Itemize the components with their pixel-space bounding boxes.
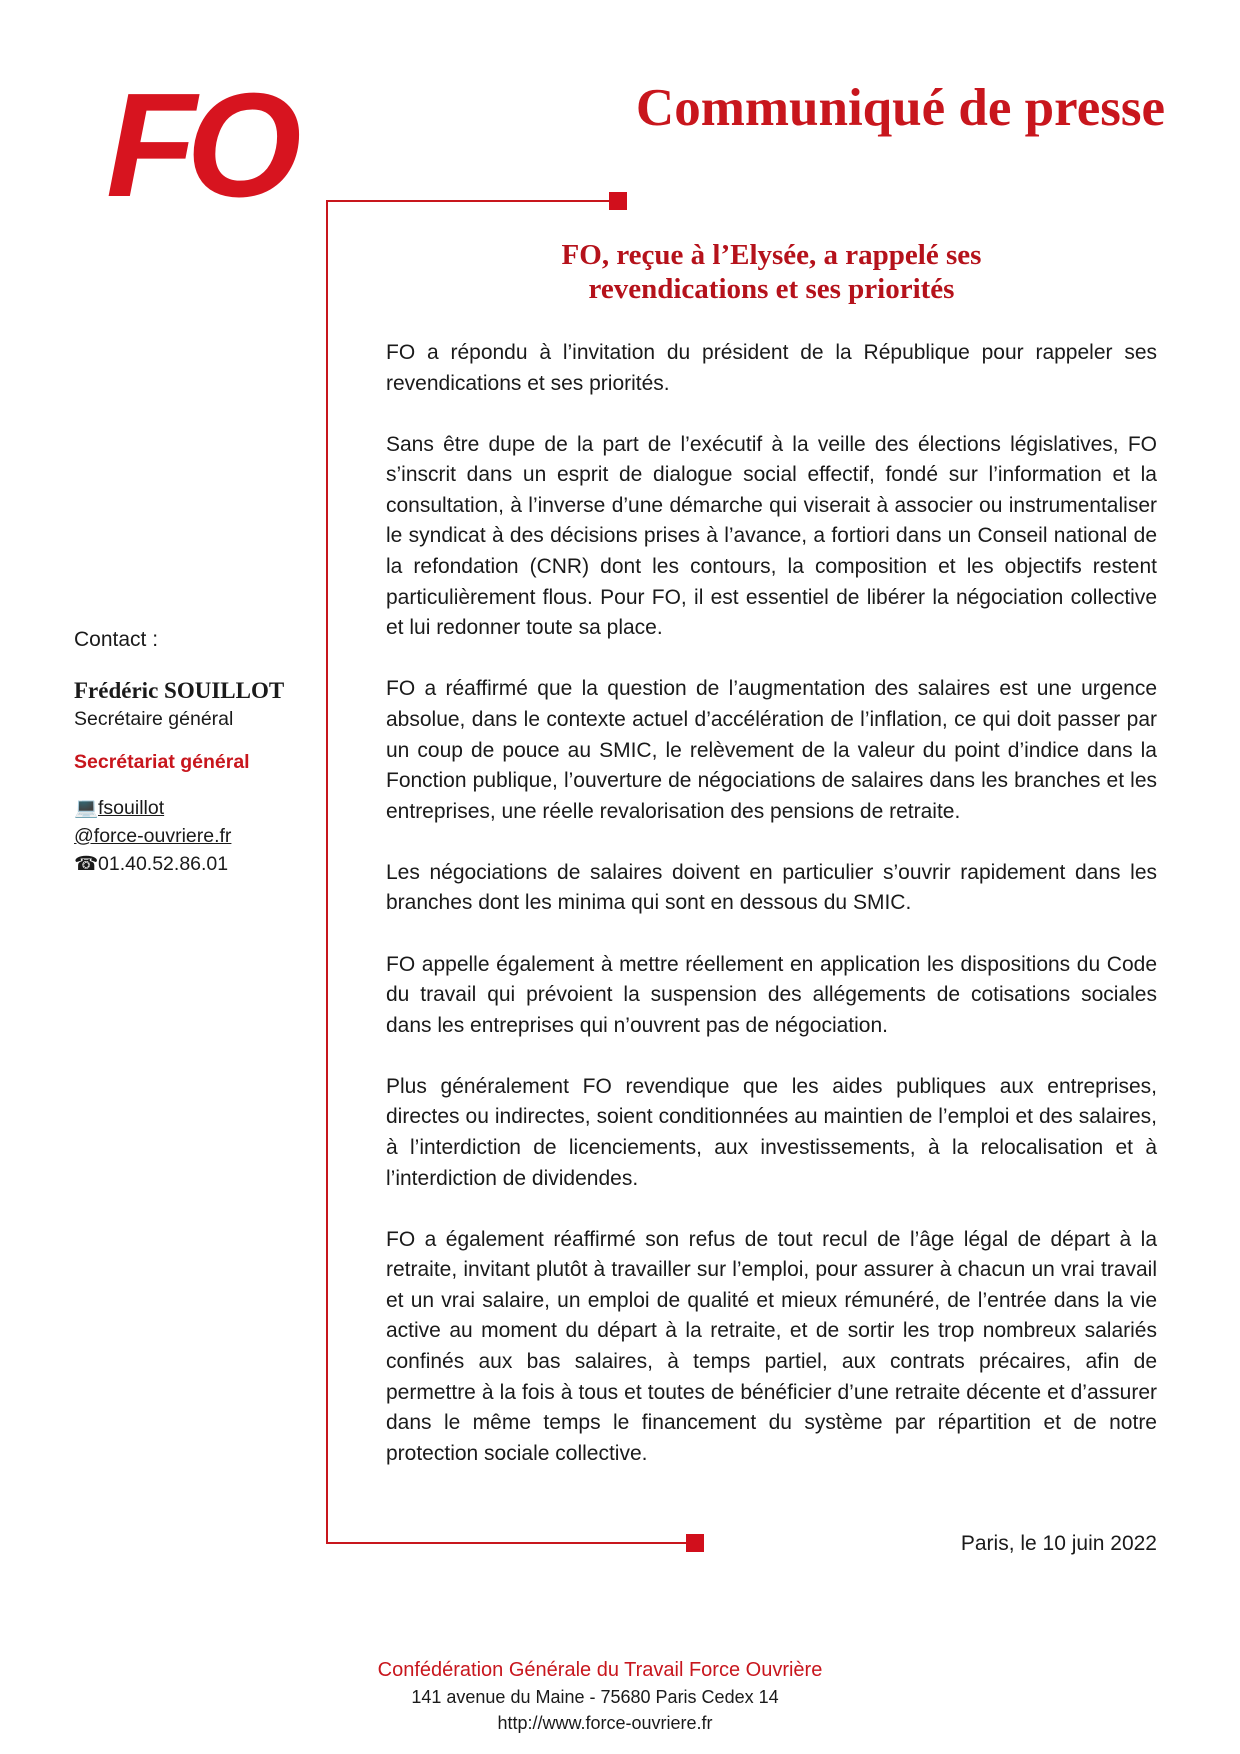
paragraph: Sans être dupe de la part de l’exécutif à la veille des élections législatives, FO s’inscrit dans un esprit de dialogue social effectif, fondé sur l’information et la consultation, à l’inverse d’une démarche qui viserait à associer ou instrumentaliser le syndicat à des décisions prises à l’avance, a fortiori dans un Conseil national de la refondation (CNR) dont les contours, la composition et les objectifs restent particulièrement flous. Pour FO, il est essentiel de libérer la négociation collective et lui redonner toute sa place. <box>386 432 1157 640</box>
footer-address: 141 avenue du Maine - 75680 Paris Cedex 14 <box>411 1687 779 1707</box>
contact-name: Frédéric SOUILLOT <box>74 678 285 703</box>
contact-email-domain-row <box>74 822 324 850</box>
contact-heading: Contact : <box>74 628 159 651</box>
paragraph: FO appelle également à mettre réellement en application les dispositions du Code du travail qui prévoient la suspension des allégements de cotisations sociales dans les entreprises qui n’ouvrent pas de négociation. <box>386 952 1157 1037</box>
press-title-line-1: FO, reçue à l’Elysée, a rappelé ses <box>561 239 982 271</box>
footer <box>0 1656 1240 1736</box>
contact-sidebar <box>74 628 324 878</box>
paragraph: FO a réaffirmé que la question de l’augmentation des salaires est une urgence absolue, dans le contexte actuel d’accélération de l’inflation, ce qui doit passer par un coup de pouce au SMIC, le relèvement de la valeur du point d’indice dans la Fonction publique, l’ouverture de négociations de salaires dans les branches et les entreprises, une réelle revalorisation des pensions de retraite. <box>386 677 1157 823</box>
paragraph: Plus généralement FO revendique que les aides publiques aux entreprises, directes ou indirectes, soient conditionnées au maintien de l’emploi et des salaires, à l’interdiction de licenciements, aux investissements, à la relocalisation et à l’interdiction de dividendes. <box>386 1074 1157 1190</box>
fo-logo-text: FO <box>106 63 292 228</box>
fo-logo <box>100 63 292 228</box>
contact-email-domain-link[interactable]: @force-ouvriere.fr <box>74 825 232 847</box>
contact-email-link[interactable]: fsouillot <box>98 797 165 819</box>
footer-url[interactable]: http://www.force-ouvriere.fr <box>497 1713 713 1733</box>
contact-phone-row <box>74 850 324 878</box>
press-release-body <box>386 238 1157 1500</box>
phone-icon: ☎ <box>74 853 99 875</box>
header-title: Communiqué de presse <box>635 79 1165 137</box>
laptop-icon: 💻 <box>74 797 99 819</box>
contact-department: Secrétariat général <box>74 751 250 773</box>
contact-email-row <box>74 794 324 822</box>
date-line: Paris, le 10 juin 2022 <box>960 1532 1157 1555</box>
frame-left-line <box>326 200 328 1544</box>
contact-details <box>74 794 324 878</box>
paragraph: Les négociations de salaires doivent en particulier s’ouvrir rapidement dans les branches dont les minima qui sont en dessous du SMIC. <box>386 860 1157 915</box>
contact-role: Secrétaire général <box>74 708 234 730</box>
frame-top-line <box>326 200 616 202</box>
frame-bottom-square <box>686 1534 704 1552</box>
footer-organization: Confédération Générale du Travail Force Ouvrière <box>377 1659 823 1681</box>
press-title <box>386 238 1157 306</box>
contact-phone: 01.40.52.86.01 <box>98 853 229 875</box>
paragraph: FO a également réaffirmé son refus de tout recul de l’âge légal de départ à la retraite, invitant plutôt à travailler sur l’emploi, pour assurer à chacun un vrai travail et un vrai salaire, un emploi de qualité et mieux rémunéré, de l’entrée dans la vie active au moment du départ à la retraite, et de sortir les trop nombreux salariés confinés aux bas salaires, à temps partiel, aux contrats précaires, afin de permettre à la fois à tous et toutes de bénéficier d’une retraite décente et d’assurer dans le même temps le financement du système par répartition et de notre protection sociale collective. <box>386 1227 1157 1465</box>
press-title-line-2: revendications et ses priorités <box>588 273 955 305</box>
frame-top-square <box>609 192 627 210</box>
frame-bottom-line <box>326 1542 696 1544</box>
paragraph: FO a répondu à l’invitation du président de la République pour rappeler ses revendications et ses priorités. <box>386 341 1157 395</box>
